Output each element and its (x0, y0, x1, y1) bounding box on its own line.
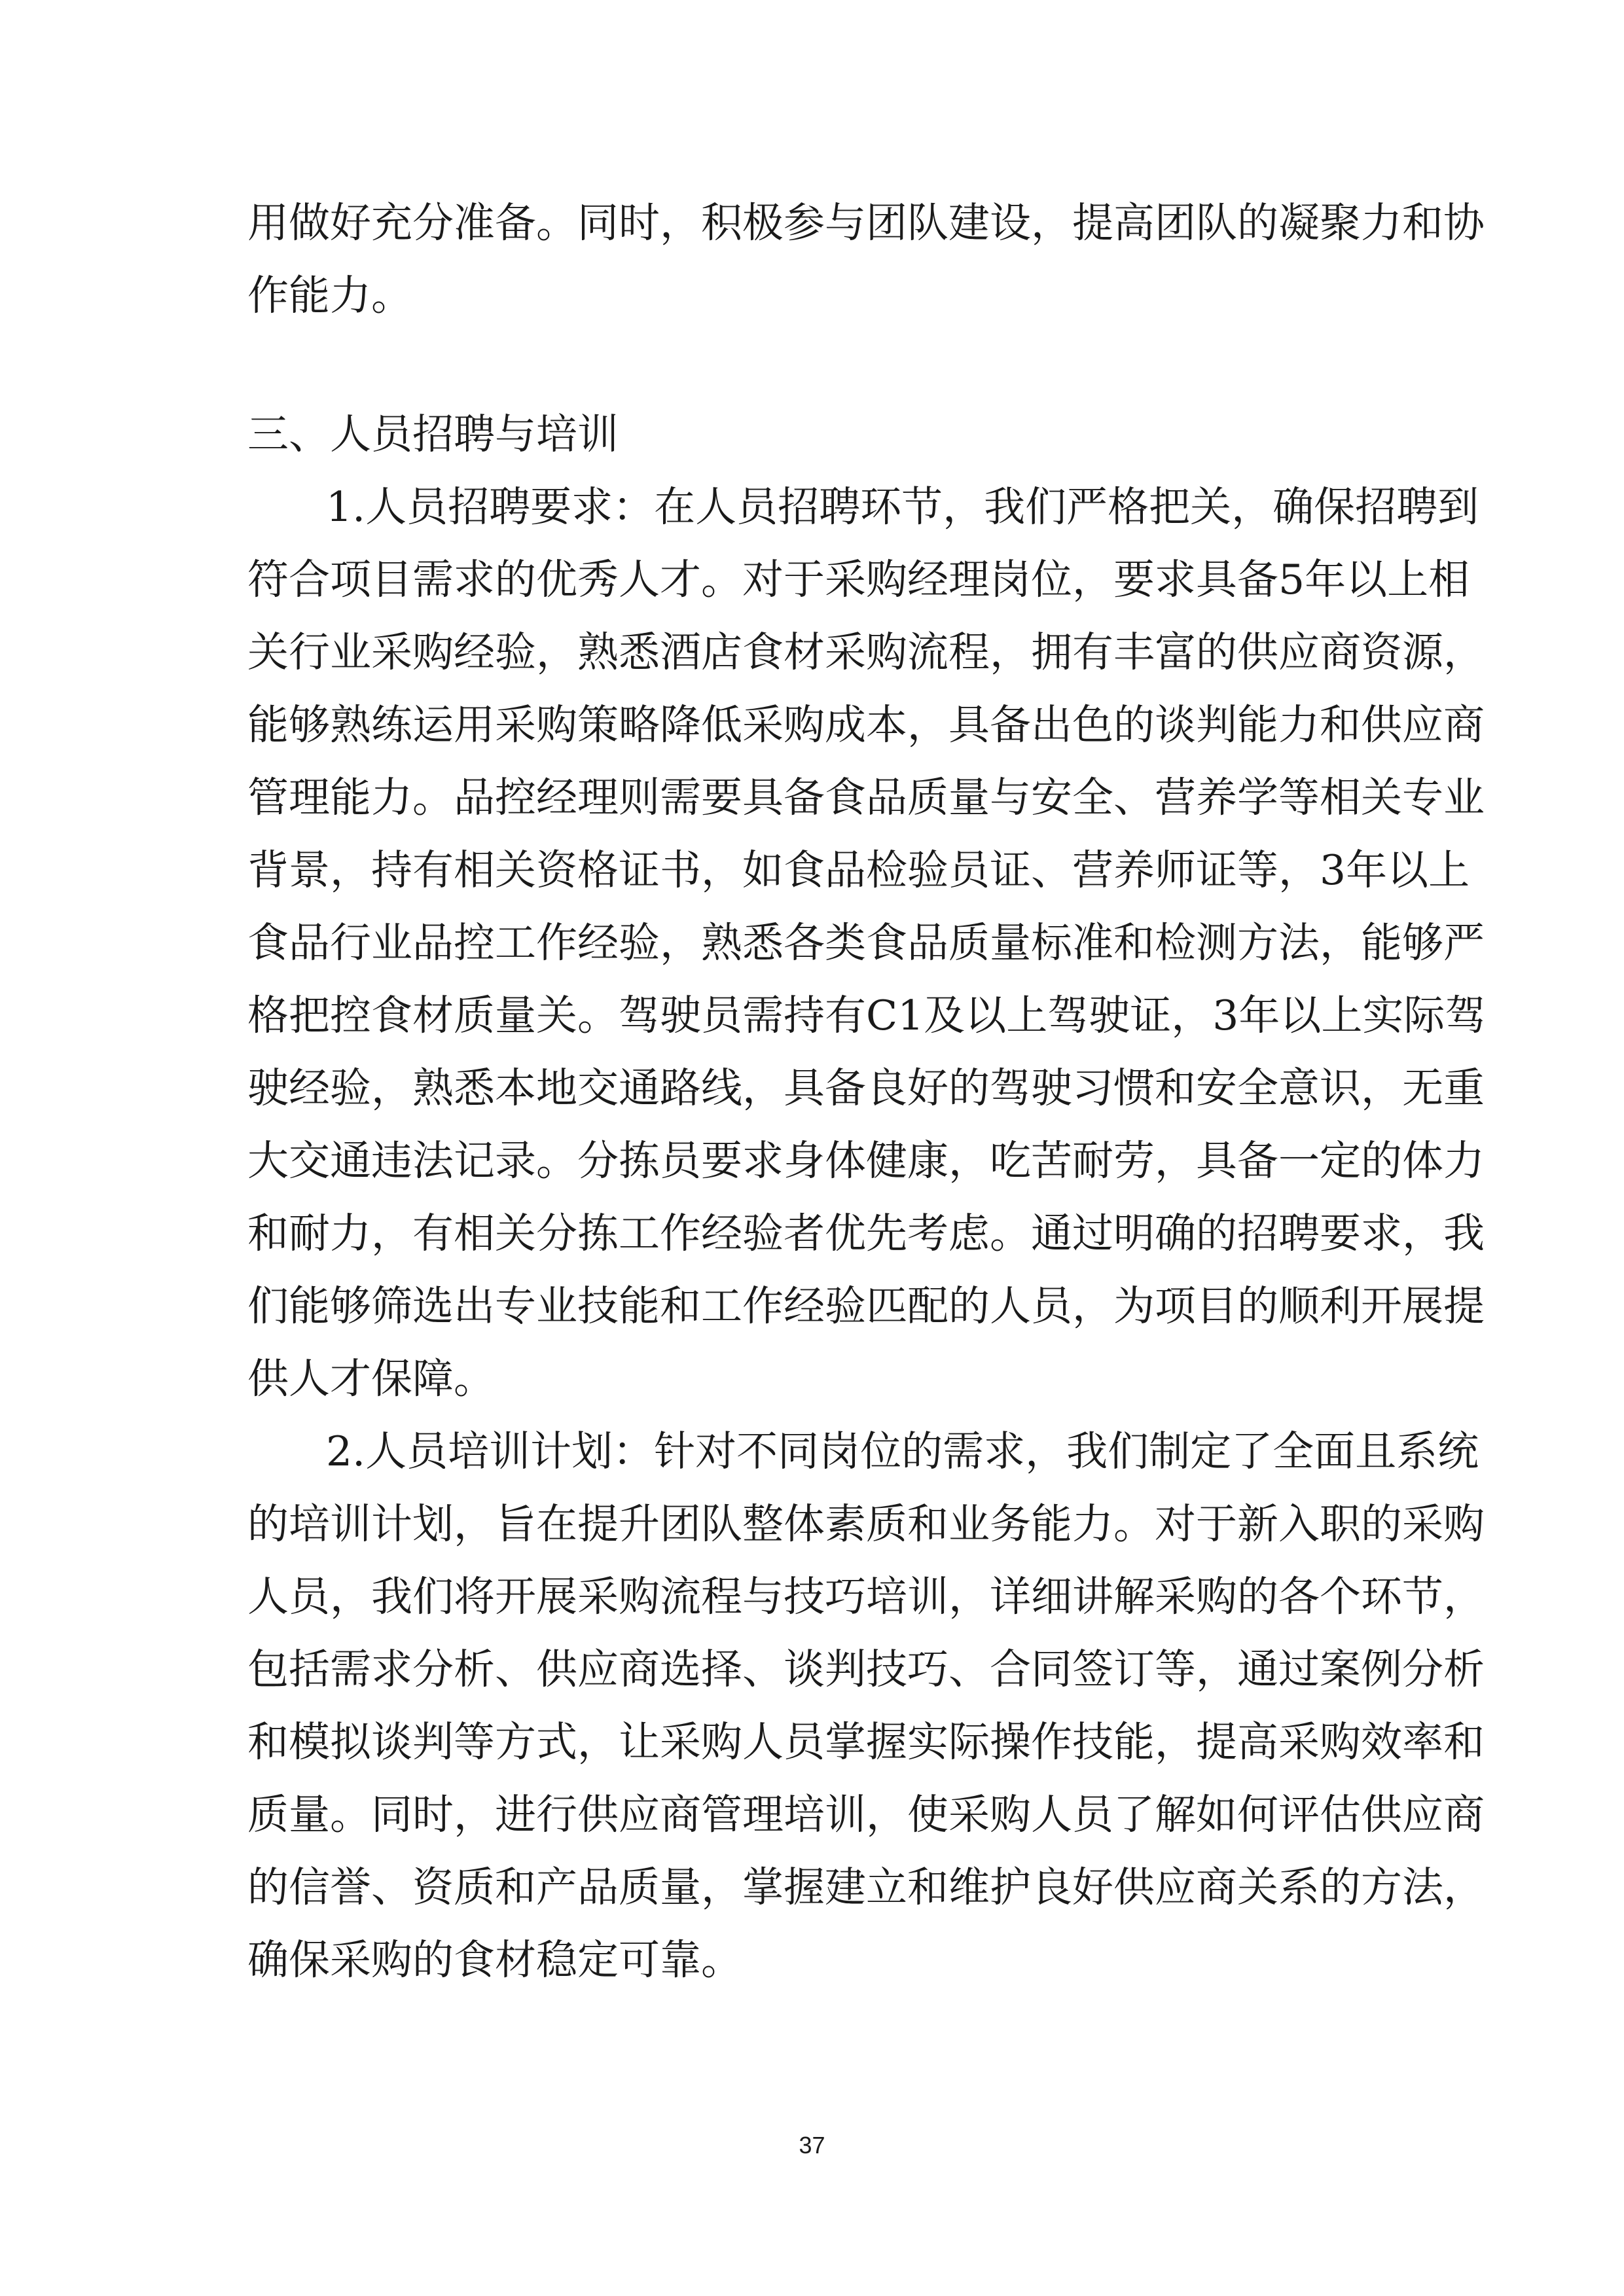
text-line: 2.人员培训计划：针对不同岗位的需求，我们制定了全面且系统 (326, 1427, 1479, 1475)
text-line: 的培训计划，旨在提升团队整体素质和业务能力。对于新入职的采购 (247, 1500, 1485, 1548)
text-line: 关行业采购经验，熟悉酒店食材采购流程，拥有丰富的供应商资源， (247, 628, 1485, 676)
text-line: 符合项目需求的优秀人才。对于采购经理岗位，要求具备5年以上相 (247, 556, 1470, 603)
text-line: 驶经验，熟悉本地交通路线，具备良好的驾驶习惯和安全意识，无重 (247, 1064, 1485, 1112)
text-line: 们能够筛选出专业技能和工作经验匹配的人员，为项目的顺利开展提 (247, 1282, 1485, 1330)
text-line: 格把控食材质量关。驾驶员需持有C1及以上驾驶证，3年以上实际驾 (247, 992, 1487, 1039)
text-line: 和耐力，有相关分拣工作经验者优先考虑。通过明确的招聘要求，我 (247, 1210, 1485, 1257)
text-line: 包括需求分析、供应商选择、谈判技巧、合同签订等，通过案例分析 (247, 1645, 1485, 1693)
text-line: 质量。同时，进行供应商管理培训，使采购人员了解如何评估供应商 (247, 1791, 1485, 1839)
text-line: 的信誉、资质和产品质量，掌握建立和维护良好供应商关系的方法， (247, 1863, 1485, 1911)
text-line: 确保采购的食材稳定可靠。 (247, 1936, 742, 1984)
text-line: 供人才保障。 (247, 1355, 495, 1403)
text-line: 用做好充分准备。同时，积极参与团队建设，提高团队的凝聚力和协 (247, 199, 1485, 247)
text-line: 作能力。 (247, 272, 412, 319)
text-line: 食品行业品控工作经验，熟悉各类食品质量标准和检测方法，能够严 (247, 919, 1485, 967)
section-heading: 三、人员招聘与培训 (247, 410, 619, 458)
text-line: 背景，持有相关资格证书，如食品检验员证、营养师证等，3年以上 (247, 846, 1470, 894)
text-line: 人员，我们将开展采购流程与技巧培训，详细讲解采购的各个环节， (247, 1573, 1485, 1621)
text-line: 大交通违法记录。分拣员要求身体健康，吃苦耐劳，具备一定的体力 (247, 1137, 1485, 1185)
text-line: 管理能力。品控经理则需要具备食品质量与安全、营养学等相关专业 (247, 774, 1485, 821)
page-number: 37 (799, 2132, 825, 2159)
text-line: 和模拟谈判等方式，让采购人员掌握实际操作技能，提高采购效率和 (247, 1718, 1485, 1766)
text-line: 能够熟练运用采购策略降低采购成本，具备出色的谈判能力和供应商 (247, 701, 1485, 749)
text-line: 1.人员招聘要求：在人员招聘环节，我们严格把关，确保招聘到 (326, 483, 1479, 531)
